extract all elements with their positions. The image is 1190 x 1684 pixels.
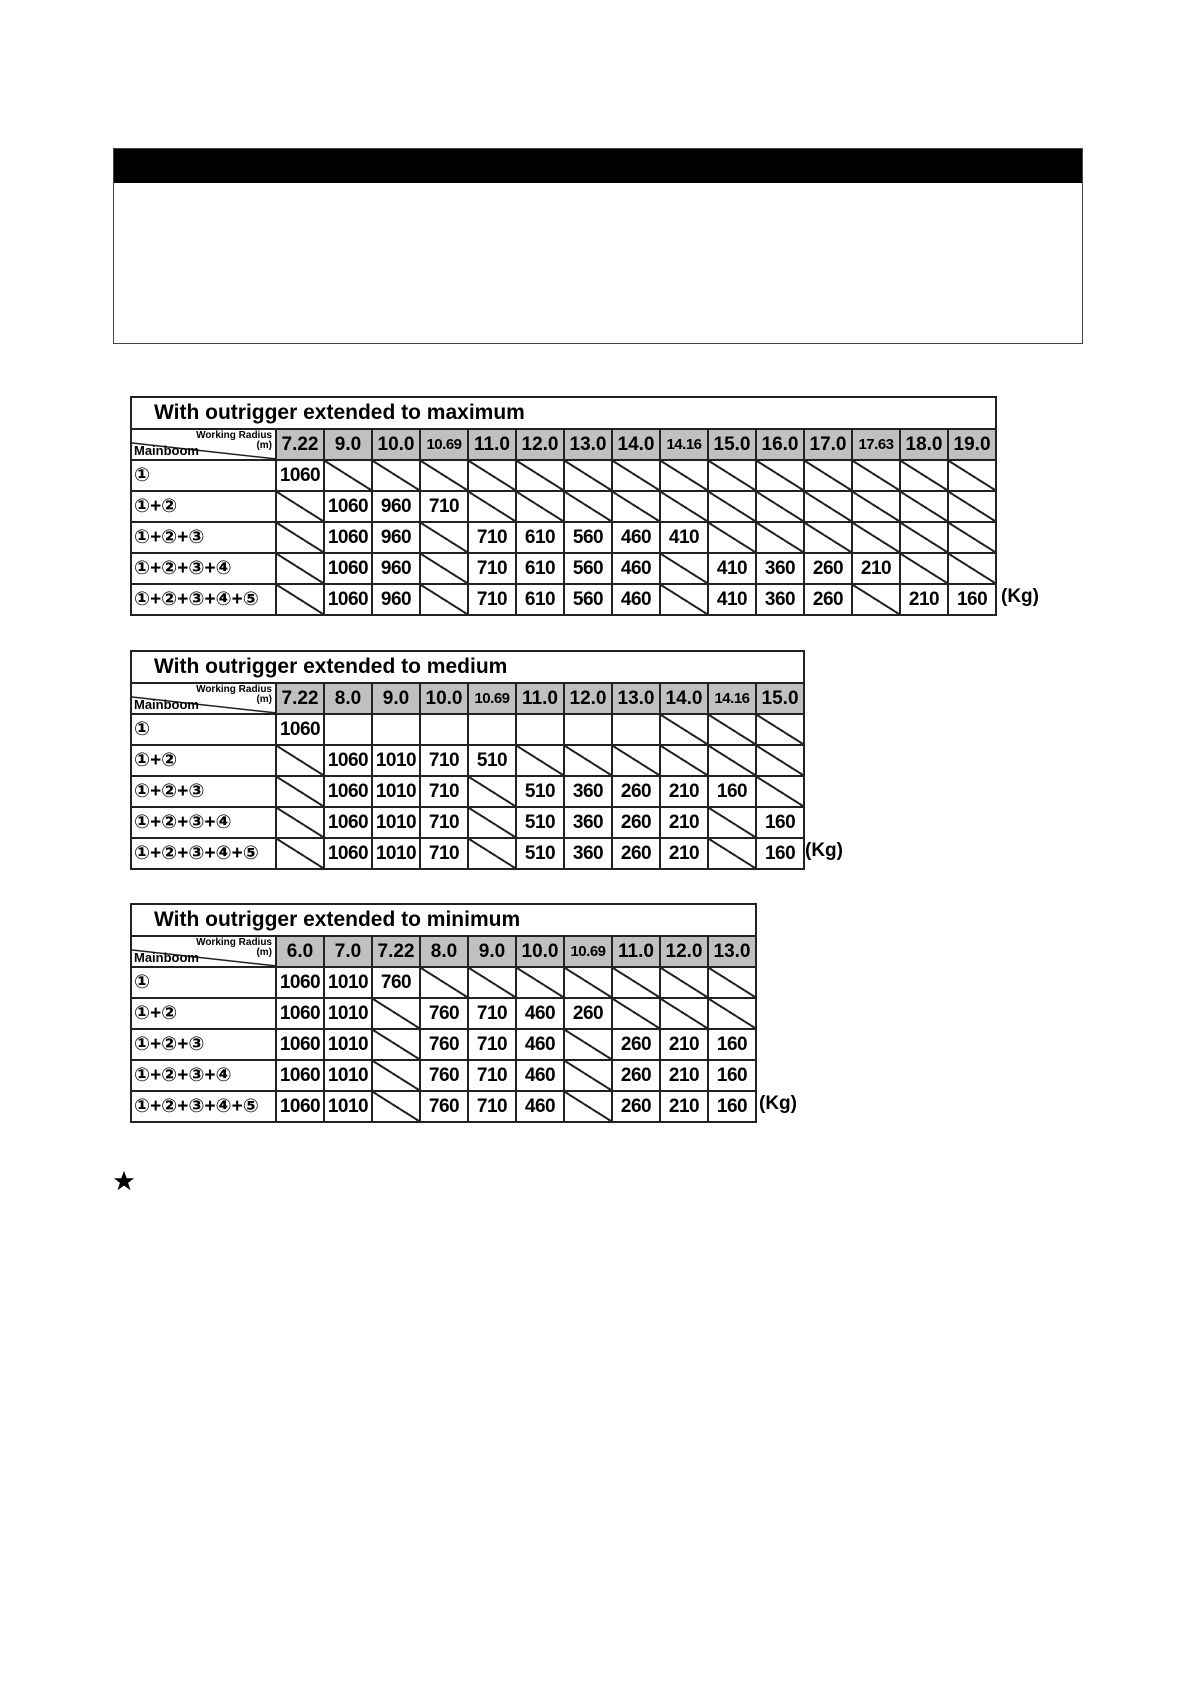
table-min-wrap	[130, 903, 757, 1123]
not-applicable-cell	[756, 776, 804, 807]
load-value: 1010	[324, 967, 372, 998]
not-applicable-cell	[660, 460, 708, 491]
empty-cell	[564, 714, 612, 745]
load-value: 460	[516, 1029, 564, 1060]
load-value: 460	[612, 553, 660, 584]
working-radius-label	[196, 938, 272, 958]
load-value: 1010	[324, 1029, 372, 1060]
load-value: 560	[564, 553, 612, 584]
table-title: With outrigger extended to medium	[131, 651, 804, 683]
load-value: 710	[468, 1091, 516, 1122]
table-row	[131, 460, 996, 491]
load-value: 1010	[372, 745, 420, 776]
not-applicable-cell	[276, 584, 324, 615]
not-applicable-cell	[708, 460, 756, 491]
load-value: 360	[564, 776, 612, 807]
load-value: 1060	[276, 998, 324, 1029]
header-bar	[114, 149, 1082, 183]
load-value: 260	[804, 553, 852, 584]
load-value: 210	[660, 807, 708, 838]
not-applicable-cell	[276, 776, 324, 807]
load-value: 160	[708, 1060, 756, 1091]
not-applicable-cell	[852, 522, 900, 553]
radius-header: 17.63	[852, 429, 900, 460]
boom-combination: ①+②	[131, 998, 276, 1029]
table-row	[131, 745, 804, 776]
radius-unit: (m)	[256, 440, 272, 451]
load-value: 1010	[324, 998, 372, 1029]
radius-header: 9.0	[372, 683, 420, 714]
not-applicable-cell	[516, 460, 564, 491]
boom-combination: ①	[131, 460, 276, 491]
not-applicable-cell	[948, 491, 996, 522]
not-applicable-cell	[804, 460, 852, 491]
boom-combination: ①+②	[131, 491, 276, 522]
load-value: 260	[612, 1091, 660, 1122]
load-value: 510	[516, 776, 564, 807]
not-applicable-cell	[900, 460, 948, 491]
working-radius-label	[196, 431, 272, 451]
load-value: 360	[564, 838, 612, 869]
load-value: 210	[900, 584, 948, 615]
load-value: 560	[564, 522, 612, 553]
not-applicable-cell	[420, 553, 468, 584]
not-applicable-cell	[516, 745, 564, 776]
not-applicable-cell	[372, 1029, 420, 1060]
radius-header: 9.0	[324, 429, 372, 460]
radius-header: 15.0	[756, 683, 804, 714]
table-row	[131, 807, 804, 838]
not-applicable-cell	[276, 522, 324, 553]
load-value: 1060	[276, 460, 324, 491]
radius-header: 11.0	[612, 936, 660, 967]
not-applicable-cell	[756, 522, 804, 553]
not-applicable-cell	[276, 838, 324, 869]
boom-combination: ①+②+③+④+⑤	[131, 838, 276, 869]
radius-header: 12.0	[660, 936, 708, 967]
not-applicable-cell	[612, 491, 660, 522]
not-applicable-cell	[900, 553, 948, 584]
load-value: 260	[612, 776, 660, 807]
load-value: 360	[564, 807, 612, 838]
not-applicable-cell	[660, 967, 708, 998]
not-applicable-cell	[612, 745, 660, 776]
not-applicable-cell	[420, 460, 468, 491]
corner-header	[131, 936, 276, 967]
table-row	[131, 1060, 756, 1091]
load-value: 710	[468, 553, 516, 584]
radius-header: 13.0	[564, 429, 612, 460]
radius-header: 7.22	[372, 936, 420, 967]
load-table-min	[130, 903, 757, 1123]
not-applicable-cell	[660, 998, 708, 1029]
radius-header: 7.22	[276, 683, 324, 714]
not-applicable-cell	[276, 553, 324, 584]
load-value: 960	[372, 491, 420, 522]
load-value: 710	[468, 1029, 516, 1060]
working-radius-text: Working Radius	[196, 684, 272, 695]
load-value: 1060	[276, 967, 324, 998]
table-max-wrap	[130, 396, 997, 616]
load-value: 1010	[324, 1091, 372, 1122]
not-applicable-cell	[612, 967, 660, 998]
load-value: 210	[660, 838, 708, 869]
not-applicable-cell	[660, 491, 708, 522]
load-value: 460	[516, 998, 564, 1029]
not-applicable-cell	[372, 998, 420, 1029]
load-value: 760	[372, 967, 420, 998]
not-applicable-cell	[708, 714, 756, 745]
table-row	[131, 838, 804, 869]
not-applicable-cell	[660, 553, 708, 584]
not-applicable-cell	[468, 460, 516, 491]
not-applicable-cell	[900, 491, 948, 522]
load-value: 610	[516, 584, 564, 615]
boom-combination: ①+②+③	[131, 522, 276, 553]
not-applicable-cell	[516, 491, 564, 522]
not-applicable-cell	[852, 491, 900, 522]
table-medium-wrap	[130, 650, 805, 870]
boom-combination: ①+②+③+④	[131, 807, 276, 838]
load-value: 760	[420, 1029, 468, 1060]
radius-header: 9.0	[468, 936, 516, 967]
radius-header: 10.0	[420, 683, 468, 714]
load-value: 460	[612, 522, 660, 553]
not-applicable-cell	[612, 460, 660, 491]
load-value: 460	[612, 584, 660, 615]
load-value: 360	[756, 584, 804, 615]
not-applicable-cell	[468, 776, 516, 807]
load-value: 460	[516, 1091, 564, 1122]
radius-header: 12.0	[516, 429, 564, 460]
mainboom-label: Mainboom	[134, 443, 199, 458]
load-value: 960	[372, 522, 420, 553]
load-value: 410	[708, 553, 756, 584]
not-applicable-cell	[468, 491, 516, 522]
radius-header: 15.0	[708, 429, 756, 460]
boom-combination: ①+②	[131, 745, 276, 776]
not-applicable-cell	[804, 491, 852, 522]
radius-header: 14.16	[708, 683, 756, 714]
load-value: 710	[468, 998, 516, 1029]
load-value: 560	[564, 584, 612, 615]
load-value: 710	[468, 1060, 516, 1091]
load-value: 510	[516, 807, 564, 838]
mainboom-label: Mainboom	[134, 950, 199, 965]
table-row	[131, 553, 996, 584]
header-box	[113, 148, 1083, 344]
table-row	[131, 522, 996, 553]
load-value: 760	[420, 1060, 468, 1091]
load-value: 160	[756, 838, 804, 869]
radius-header: 11.0	[468, 429, 516, 460]
radius-unit: (m)	[256, 947, 272, 958]
load-value: 1060	[324, 553, 372, 584]
table-row	[131, 967, 756, 998]
load-value: 1060	[276, 1091, 324, 1122]
radius-header: 14.16	[660, 429, 708, 460]
load-value: 960	[372, 584, 420, 615]
load-value: 1010	[372, 838, 420, 869]
table-row	[131, 584, 996, 615]
not-applicable-cell	[564, 745, 612, 776]
load-value: 510	[468, 745, 516, 776]
not-applicable-cell	[900, 522, 948, 553]
table-row	[131, 776, 804, 807]
load-value: 410	[660, 522, 708, 553]
radius-header: 10.69	[468, 683, 516, 714]
radius-header: 6.0	[276, 936, 324, 967]
load-value: 1060	[324, 491, 372, 522]
radius-header: 12.0	[564, 683, 612, 714]
not-applicable-cell	[852, 584, 900, 615]
load-value: 610	[516, 522, 564, 553]
table-row	[131, 1091, 756, 1122]
not-applicable-cell	[660, 745, 708, 776]
load-value: 1060	[324, 776, 372, 807]
not-applicable-cell	[756, 491, 804, 522]
load-value: 160	[756, 807, 804, 838]
not-applicable-cell	[756, 745, 804, 776]
not-applicable-cell	[420, 584, 468, 615]
load-value: 1010	[324, 1060, 372, 1091]
load-value: 160	[708, 1029, 756, 1060]
radius-header: 14.0	[660, 683, 708, 714]
not-applicable-cell	[564, 1060, 612, 1091]
not-applicable-cell	[420, 522, 468, 553]
radius-header: 10.69	[420, 429, 468, 460]
empty-cell	[372, 714, 420, 745]
not-applicable-cell	[708, 522, 756, 553]
corner-header	[131, 429, 276, 460]
load-table-max	[130, 396, 997, 616]
not-applicable-cell	[516, 967, 564, 998]
not-applicable-cell	[372, 1091, 420, 1122]
boom-combination: ①+②+③+④+⑤	[131, 584, 276, 615]
radius-header: 18.0	[900, 429, 948, 460]
unit-label-min: (Kg)	[759, 1093, 797, 1114]
not-applicable-cell	[708, 967, 756, 998]
radius-unit: (m)	[256, 694, 272, 705]
load-value: 760	[420, 998, 468, 1029]
load-value: 960	[372, 553, 420, 584]
not-applicable-cell	[324, 460, 372, 491]
not-applicable-cell	[756, 714, 804, 745]
table-row	[131, 491, 996, 522]
not-applicable-cell	[564, 1091, 612, 1122]
not-applicable-cell	[612, 998, 660, 1029]
not-applicable-cell	[948, 522, 996, 553]
radius-header: 10.0	[372, 429, 420, 460]
working-radius-text: Working Radius	[196, 937, 272, 948]
load-value: 1060	[324, 745, 372, 776]
radius-header: 8.0	[420, 936, 468, 967]
load-value: 460	[516, 1060, 564, 1091]
load-value: 260	[612, 807, 660, 838]
radius-header: 14.0	[612, 429, 660, 460]
not-applicable-cell	[420, 967, 468, 998]
radius-header: 13.0	[612, 683, 660, 714]
not-applicable-cell	[660, 584, 708, 615]
load-value: 260	[564, 998, 612, 1029]
boom-combination: ①+②+③	[131, 776, 276, 807]
table-row	[131, 998, 756, 1029]
empty-cell	[420, 714, 468, 745]
table-row	[131, 714, 804, 745]
load-value: 760	[420, 1091, 468, 1122]
load-value: 510	[516, 838, 564, 869]
load-table-medium	[130, 650, 805, 870]
empty-cell	[468, 714, 516, 745]
not-applicable-cell	[708, 491, 756, 522]
load-value: 410	[708, 584, 756, 615]
load-value: 710	[468, 522, 516, 553]
not-applicable-cell	[468, 838, 516, 869]
load-value: 1060	[324, 584, 372, 615]
working-radius-label	[196, 685, 272, 705]
empty-cell	[324, 714, 372, 745]
radius-header: 11.0	[516, 683, 564, 714]
boom-combination: ①	[131, 967, 276, 998]
radius-header: 16.0	[756, 429, 804, 460]
radius-header: 19.0	[948, 429, 996, 460]
mainboom-label: Mainboom	[134, 697, 199, 712]
not-applicable-cell	[276, 491, 324, 522]
radius-header: 10.69	[564, 936, 612, 967]
load-value: 210	[852, 553, 900, 584]
load-value: 610	[516, 553, 564, 584]
working-radius-text: Working Radius	[196, 430, 272, 441]
not-applicable-cell	[564, 967, 612, 998]
empty-cell	[612, 714, 660, 745]
not-applicable-cell	[708, 745, 756, 776]
load-value: 710	[420, 745, 468, 776]
boom-combination: ①+②+③+④	[131, 553, 276, 584]
boom-combination: ①+②+③	[131, 1029, 276, 1060]
load-value: 210	[660, 776, 708, 807]
star-icon	[113, 1170, 135, 1192]
load-value: 1010	[372, 807, 420, 838]
load-value: 160	[948, 584, 996, 615]
load-value: 360	[756, 553, 804, 584]
radius-header: 7.22	[276, 429, 324, 460]
load-value: 710	[420, 838, 468, 869]
load-value: 160	[708, 1091, 756, 1122]
radius-header: 13.0	[708, 936, 756, 967]
unit-label-max: (Kg)	[1001, 586, 1039, 607]
unit-label-medium: (Kg)	[805, 840, 843, 861]
load-value: 210	[660, 1029, 708, 1060]
not-applicable-cell	[948, 460, 996, 491]
load-value: 260	[612, 1060, 660, 1091]
radius-header: 8.0	[324, 683, 372, 714]
boom-combination: ①	[131, 714, 276, 745]
not-applicable-cell	[756, 460, 804, 491]
not-applicable-cell	[708, 838, 756, 869]
not-applicable-cell	[372, 1060, 420, 1091]
load-value: 1060	[324, 807, 372, 838]
table-row	[131, 1029, 756, 1060]
not-applicable-cell	[372, 460, 420, 491]
load-value: 1060	[276, 714, 324, 745]
radius-header: 10.0	[516, 936, 564, 967]
not-applicable-cell	[276, 745, 324, 776]
not-applicable-cell	[468, 807, 516, 838]
empty-cell	[516, 714, 564, 745]
load-value: 1060	[324, 522, 372, 553]
radius-header: 7.0	[324, 936, 372, 967]
not-applicable-cell	[708, 998, 756, 1029]
not-applicable-cell	[468, 967, 516, 998]
load-value: 260	[612, 1029, 660, 1060]
table-title: With outrigger extended to maximum	[131, 397, 996, 429]
load-value: 260	[804, 584, 852, 615]
load-value: 710	[420, 807, 468, 838]
not-applicable-cell	[564, 1029, 612, 1060]
load-value: 1060	[276, 1060, 324, 1091]
corner-header	[131, 683, 276, 714]
not-applicable-cell	[804, 522, 852, 553]
not-applicable-cell	[660, 714, 708, 745]
boom-combination: ①+②+③+④	[131, 1060, 276, 1091]
load-value: 1060	[276, 1029, 324, 1060]
load-value: 160	[708, 776, 756, 807]
load-value: 710	[468, 584, 516, 615]
load-value: 710	[420, 776, 468, 807]
load-value: 1060	[324, 838, 372, 869]
not-applicable-cell	[564, 491, 612, 522]
load-value: 210	[660, 1060, 708, 1091]
load-value: 710	[420, 491, 468, 522]
not-applicable-cell	[564, 460, 612, 491]
table-title: With outrigger extended to minimum	[131, 904, 756, 936]
not-applicable-cell	[276, 807, 324, 838]
not-applicable-cell	[948, 553, 996, 584]
load-value: 210	[660, 1091, 708, 1122]
radius-header: 17.0	[804, 429, 852, 460]
not-applicable-cell	[708, 807, 756, 838]
not-applicable-cell	[852, 460, 900, 491]
load-value: 260	[612, 838, 660, 869]
boom-combination: ①+②+③+④+⑤	[131, 1091, 276, 1122]
load-value: 1010	[372, 776, 420, 807]
